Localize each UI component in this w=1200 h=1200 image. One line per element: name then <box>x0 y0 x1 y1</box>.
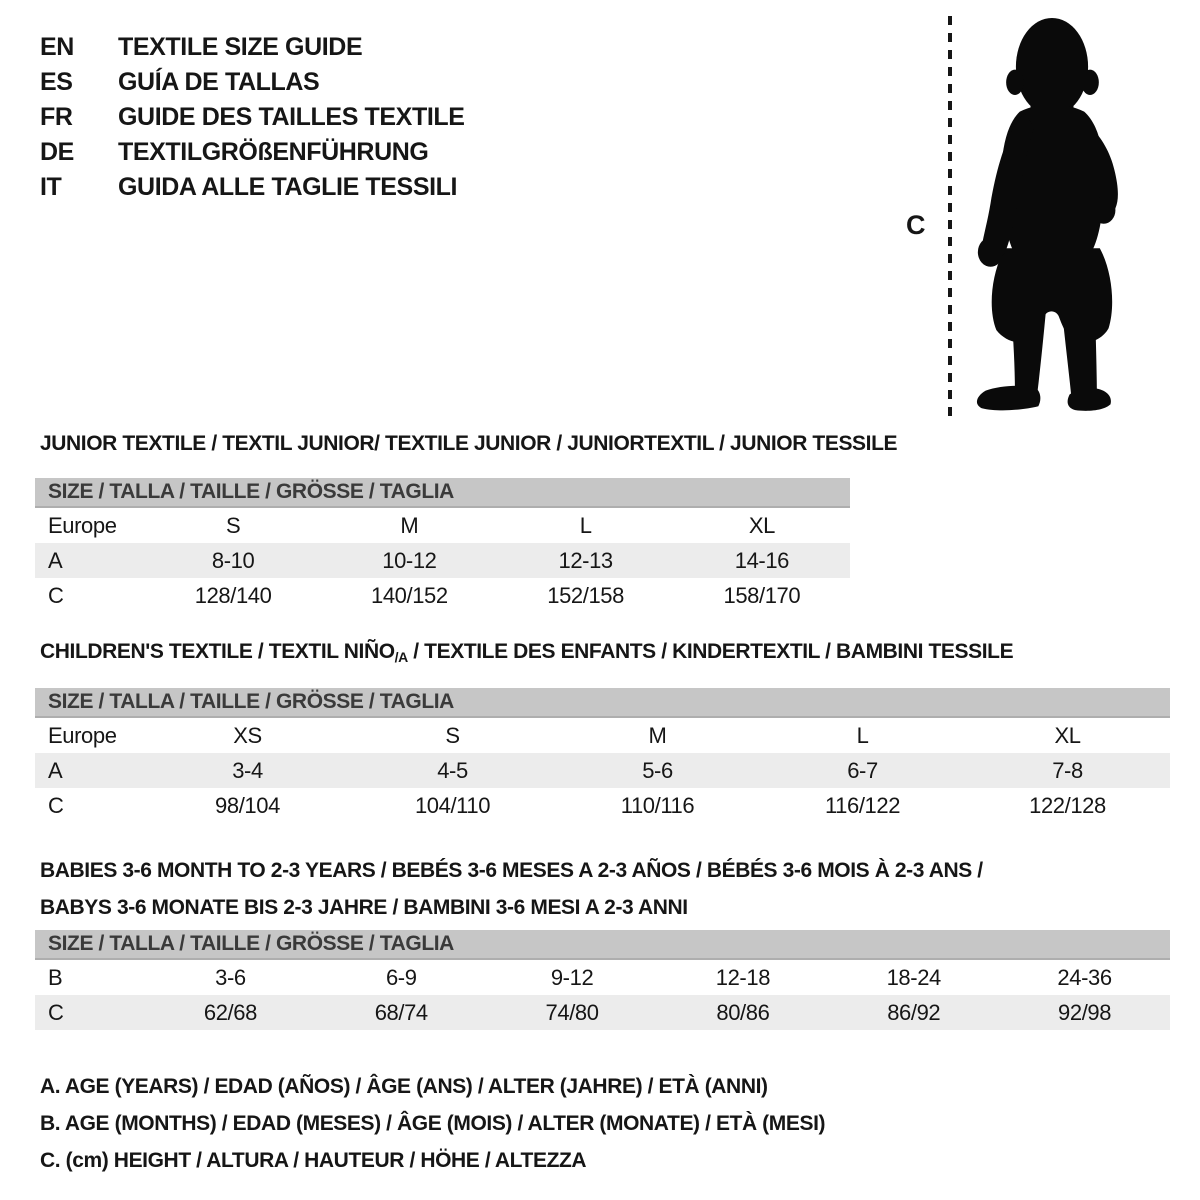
table-row <box>35 543 850 578</box>
height-cell: 68/74 <box>374 999 428 1025</box>
size-cell: L <box>856 722 869 748</box>
size-header-bar <box>35 688 1170 718</box>
row-label: Europe <box>48 722 117 748</box>
language-code: EN <box>40 33 74 61</box>
size-cell: S <box>445 722 460 748</box>
language-row-en <box>40 30 465 65</box>
children-size-table <box>35 688 1170 823</box>
junior-size-table <box>35 478 850 613</box>
height-cell: 98/104 <box>215 792 280 818</box>
babies-size-table <box>35 930 1170 1030</box>
language-code: IT <box>40 173 62 201</box>
age-cell: 9-12 <box>550 964 594 990</box>
language-title-list <box>40 30 465 205</box>
baby-silhouette-icon <box>962 16 1142 416</box>
size-cell: XL <box>1054 722 1081 748</box>
row-label: Europe <box>48 512 117 538</box>
babies-section-title <box>40 852 983 926</box>
age-cell: 14-16 <box>734 547 790 573</box>
babies-title-line2: BABYS 3-6 MONATE BIS 2-3 JAHRE / BAMBINI 3-6 MESI A 2-3 ANNI <box>40 896 688 919</box>
age-cell: 18-24 <box>886 964 941 990</box>
legend-line-c: C. (cm) HEIGHT / ALTURA / HAUTEUR / HÖHE / ALTEZZA <box>40 1149 587 1172</box>
height-cell: 92/98 <box>1058 999 1112 1025</box>
age-cell: 7-8 <box>1052 757 1083 783</box>
legend-line-a: A. AGE (YEARS) / EDAD (AÑOS) / ÂGE (ANS) / ALTER (JAHRE) / ETÀ (ANNI) <box>40 1075 768 1098</box>
children-section-title <box>40 640 1013 665</box>
age-cell: 12-13 <box>558 547 613 573</box>
height-measure-label: C <box>906 210 926 240</box>
height-cell: 122/128 <box>1029 792 1106 818</box>
height-cell: 128/140 <box>194 582 272 608</box>
age-cell: 6-9 <box>385 964 417 990</box>
measure-legend <box>40 1068 825 1179</box>
babies-title-line1: BABIES 3-6 MONTH TO 2-3 YEARS / BEBÉS 3-6 MESES A 2-3 AÑOS / BÉBÉS 3-6 MOIS À 2-3 ANS / <box>40 859 983 882</box>
height-cell: 80/86 <box>716 999 770 1025</box>
language-label: GUIDE DES TAILLES TEXTILE <box>118 103 465 131</box>
size-header-bar <box>35 478 850 508</box>
size-cell: XL <box>748 512 775 538</box>
height-cell: 116/122 <box>824 792 901 818</box>
size-header-label: SIZE / TALLA / TAILLE / GRÖSSE / TAGLIA <box>48 690 454 713</box>
height-cell: 110/116 <box>620 792 695 818</box>
age-cell: 10-12 <box>382 547 437 573</box>
table-row <box>35 578 850 613</box>
table-row <box>35 788 1170 823</box>
table-row <box>35 508 850 543</box>
height-cell: 152/158 <box>547 582 624 608</box>
height-cell: 62/68 <box>203 999 257 1025</box>
legend-line-b: B. AGE (MONTHS) / EDAD (MESES) / ÂGE (MOIS) / ALTER (MONATE) / ETÀ (MESI) <box>40 1112 826 1135</box>
language-row-fr <box>40 100 465 135</box>
row-label: A <box>48 757 63 783</box>
height-cell: 140/152 <box>371 582 448 608</box>
size-header-label: SIZE / TALLA / TAILLE / GRÖSSE / TAGLIA <box>48 932 454 955</box>
table-row <box>35 718 1170 753</box>
age-cell: 6-7 <box>847 757 878 783</box>
row-label: C <box>48 792 64 818</box>
language-label: TEXTILGRÖßENFÜHRUNG <box>118 138 429 166</box>
language-row-it <box>40 170 465 205</box>
age-cell: 5-6 <box>642 757 673 783</box>
age-cell: 12-18 <box>715 964 771 990</box>
row-label: C <box>48 999 64 1025</box>
age-cell: 8-10 <box>211 547 255 573</box>
size-header-label: SIZE / TALLA / TAILLE / GRÖSSE / TAGLIA <box>48 480 454 503</box>
size-cell: L <box>579 512 592 538</box>
size-header-bar <box>35 930 1170 960</box>
language-row-es <box>40 65 465 100</box>
language-row-de <box>40 135 465 170</box>
baby-silhouette <box>962 16 1142 421</box>
size-cell: M <box>648 722 667 748</box>
table-row <box>35 960 1170 995</box>
height-cell: 86/92 <box>887 999 941 1025</box>
children-title-text: CHILDREN'S TEXTILE / TEXTIL NIÑO <box>40 640 395 663</box>
row-label: A <box>48 547 63 573</box>
height-measure-dashed-line <box>948 16 952 416</box>
age-cell: 3-6 <box>215 964 246 990</box>
language-code: DE <box>40 138 74 166</box>
children-title-text: / TEXTILE DES ENFANTS / KINDERTEXTIL / BAMBINI TESSILE <box>407 640 1014 663</box>
language-code: FR <box>40 103 73 131</box>
language-label: TEXTILE SIZE GUIDE <box>118 33 363 61</box>
size-cell: S <box>225 512 241 538</box>
age-cell: 3-4 <box>232 757 263 783</box>
height-cell: 104/110 <box>414 792 491 818</box>
row-label: C <box>48 582 64 608</box>
size-cell: XS <box>233 722 262 748</box>
size-cell: M <box>400 512 419 538</box>
language-label: GUÍA DE TALLAS <box>118 68 320 96</box>
language-label: GUIDA ALLE TAGLIE TESSILI <box>118 173 458 201</box>
children-title-suffix: /A <box>394 649 408 665</box>
table-row <box>35 753 1170 788</box>
age-cell: 4-5 <box>437 757 468 783</box>
junior-section-title: JUNIOR TEXTILE / TEXTIL JUNIOR/ TEXTILE JUNIOR / JUNIORTEXTIL / JUNIOR TESSILE <box>40 432 898 455</box>
row-label: B <box>48 964 63 990</box>
table-row <box>35 995 1170 1030</box>
height-cell: 158/170 <box>723 582 801 608</box>
age-cell: 24-36 <box>1057 964 1112 990</box>
height-cell: 74/80 <box>545 999 599 1025</box>
language-code: ES <box>40 68 73 96</box>
